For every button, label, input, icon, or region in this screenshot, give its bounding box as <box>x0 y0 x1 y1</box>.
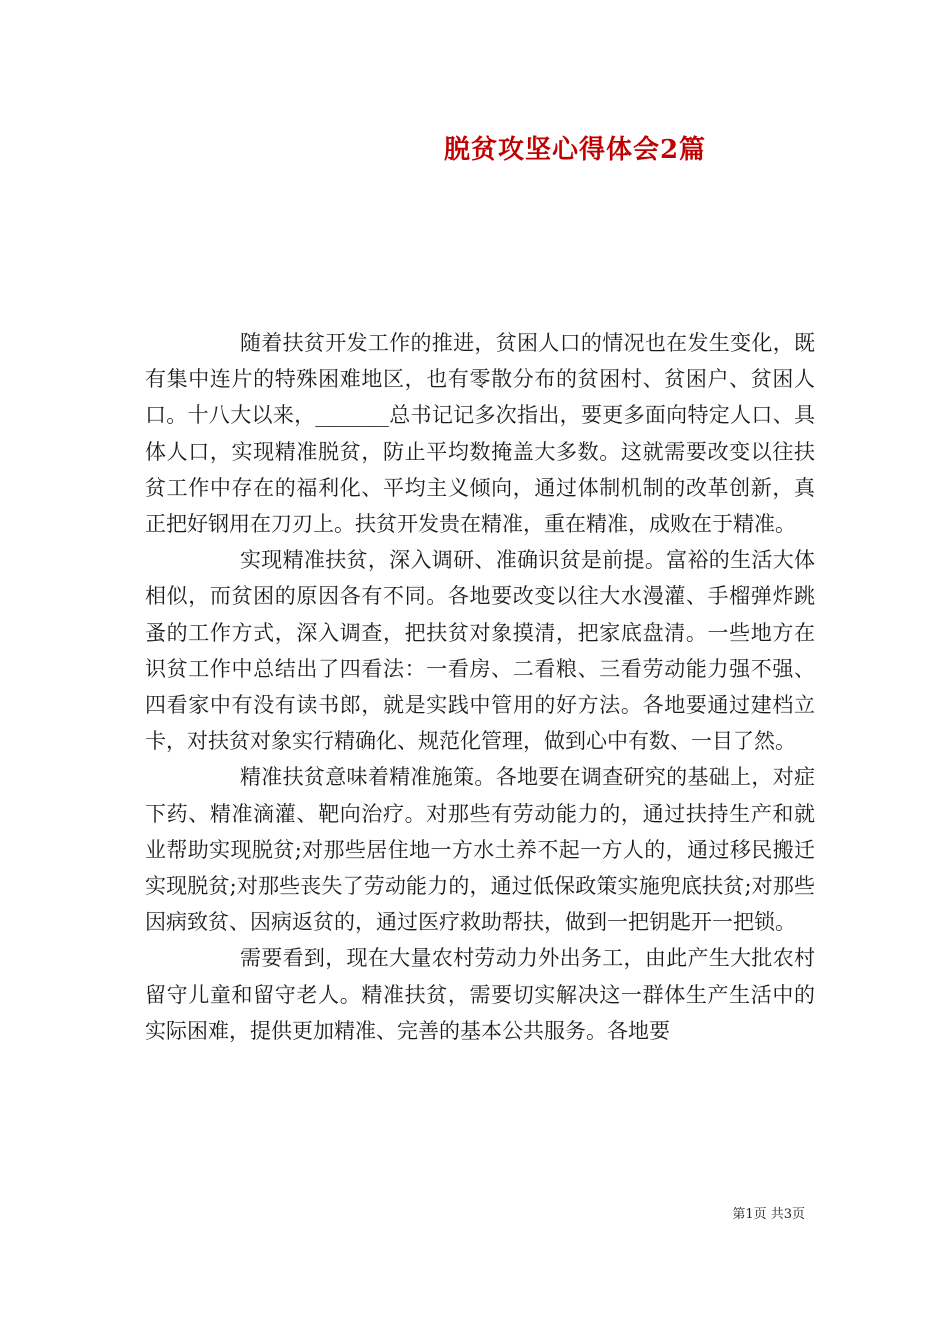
document-title: 脱贫攻坚心得体会2篇 <box>443 135 707 165</box>
paragraph-4: 需要看到，现在大量农村劳动力外出务工，由此产生大批农村留守儿童和留守老人。精准扶贫，需要切实解决这一群体生产生活中的实际困难，提供更加精准、完善的基本公共服务。各地要 <box>145 946 815 1043</box>
paragraph-1: 随着扶贫开发工作的推进，贫困人口的情况也在发生变化，既有集中连片的特殊困难地区，也有零散分布的贫困村、贫困户、贫困人口。十八大以来，_______总书记记多次指出，要更多面向特定人口、具体人口，实现精准脱贫，防止平均数掩盖大多数。这就需要改变以往扶贫工作中存在的福利化、平均主义倾向，通过体制机制的改革创新，真正把好钢用在刀刃上。扶贫开发贵在精准，重在精准，成败在于精准。 <box>145 331 815 537</box>
paragraph-3: 精准扶贫意味着精准施策。各地要在调查研究的基础上，对症下药、精准滴灌、靶向治疗。对那些有劳动能力的，通过扶持生产和就业帮助实现脱贫;对那些居住地一方水土养不起一方人的，通过移民搬迁实现脱贫;对那些丧失了劳动能力的，通过低保政策实施兜底扶贫;对那些因病致贫、因病返贫的，通过医疗救助帮扶，做到一把钥匙开一把锁。 <box>145 765 815 935</box>
page-number: 第1页 共3页 <box>732 1207 805 1222</box>
paragraph-2: 实现精准扶贫，深入调研、准确识贫是前提。富裕的生活大体相似，而贫困的原因各有不同。各地要改变以往大水漫灌、手榴弹炸跳蚤的工作方式，深入调查，把扶贫对象摸清，把家底盘清。一些地方在识贫工作中总结出了四看法：一看房、二看粮、三看劳动能力强不强、四看家中有没有读书郎，就是实践中管用的好方法。各地要通过建档立卡，对扶贫对象实行精确化、规范化管理，做到心中有数、一目了然。 <box>145 548 815 754</box>
document-body <box>145 325 815 1049</box>
